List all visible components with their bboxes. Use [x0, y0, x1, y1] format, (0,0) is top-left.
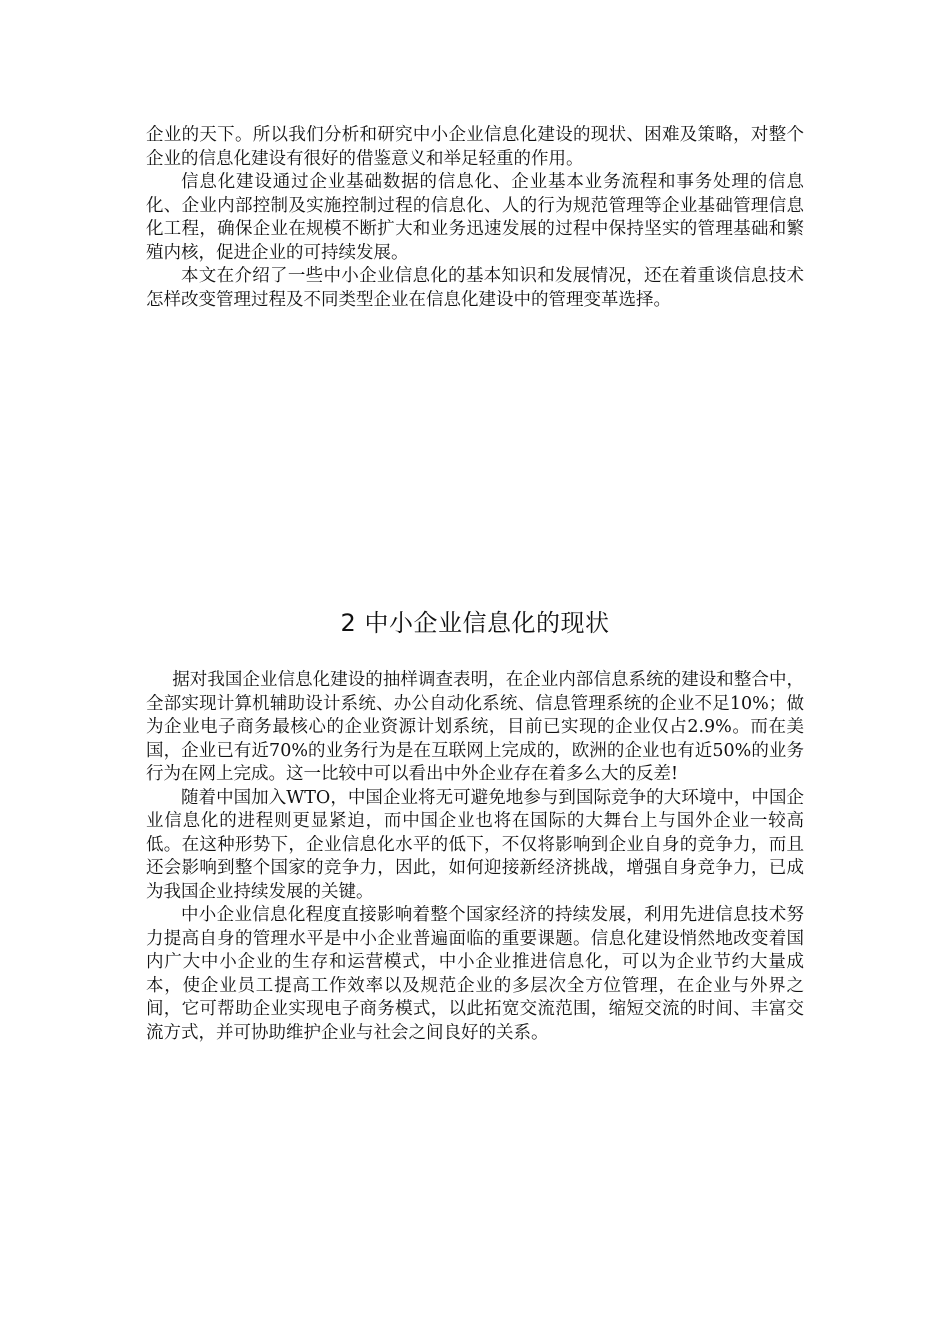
- section-text-block: [146, 669, 804, 1045]
- intro-paragraph-1: 企业的天下。所以我们分析和研究中小企业信息化建设的现状、困难及策略，对整个企业的信息化建设有很好的借鉴意义和举足轻重的作用。: [146, 125, 804, 169]
- intro-text-block: [146, 124, 804, 312]
- intro-paragraph-2: 信息化建设通过企业基础数据的信息化、企业基本业务流程和事务处理的信息化、企业内部控制及实施控制过程的信息化、人的行为规范管理等企业基础管理信息化工程，确保企业在规模不断扩大和业务迅速发展的过程中保持坚实的管理基础和繁殖内核，促进企业的可持续发展。: [146, 172, 804, 263]
- section-paragraph-1: 据对我国企业信息化建设的抽样调查表明，在企业内部信息系统的建设和整合中，全部实现计算机辅助设计系统、办公自动化系统、信息管理系统的企业不足10%；做为企业电子商务最核心的企业资源计划系统，目前已实现的企业仅占2.9%。而在美国，企业已有近70%的业务行为是在互联网上完成的，欧洲的企业也有近50%的业务行为在网上完成。这一比较中可以看出中外企业存在着多么大的反差!: [146, 670, 804, 784]
- section-paragraph-2: 随着中国加入WTO，中国企业将无可避免地参与到国际竞争的大环境中，中国企业信息化的进程则更显紧迫，而中国企业也将在国际的大舞台上与国外企业一较高低。在这种形势下，企业信息化水平的低下，不仅将影响到企业自身的竞争力，而且还会影响到整个国家的竞争力，因此，如何迎接新经济挑战，增强自身竞争力，已成为我国企业持续发展的关键。: [146, 787, 804, 902]
- intro-paragraph-3: 本文在介绍了一些中小企业信息化的基本知识和发展情况，还在着重谈信息技术怎样改变管理过程及不同类型企业在信息化建设中的管理变革选择。: [146, 266, 804, 310]
- section-heading: 2 中小企业信息化的现状: [340, 609, 610, 637]
- section-paragraph-3: 中小企业信息化程度直接影响着整个国家经济的持续发展，利用先进信息技术努力提高自身的管理水平是中小企业普遍面临的重要课题。信息化建设悄然地改变着国内广大中小企业的生存和运营模式，中小企业推进信息化，可以为企业节约大量成本，使企业员工提高工作效率以及规范企业的多层次全方位管理，在企业与外界之间，它可帮助企业实现电子商务模式，以此拓宽交流范围，缩短交流的时间、丰富交流方式，并可协助维护企业与社会之间良好的关系。: [146, 905, 804, 1043]
